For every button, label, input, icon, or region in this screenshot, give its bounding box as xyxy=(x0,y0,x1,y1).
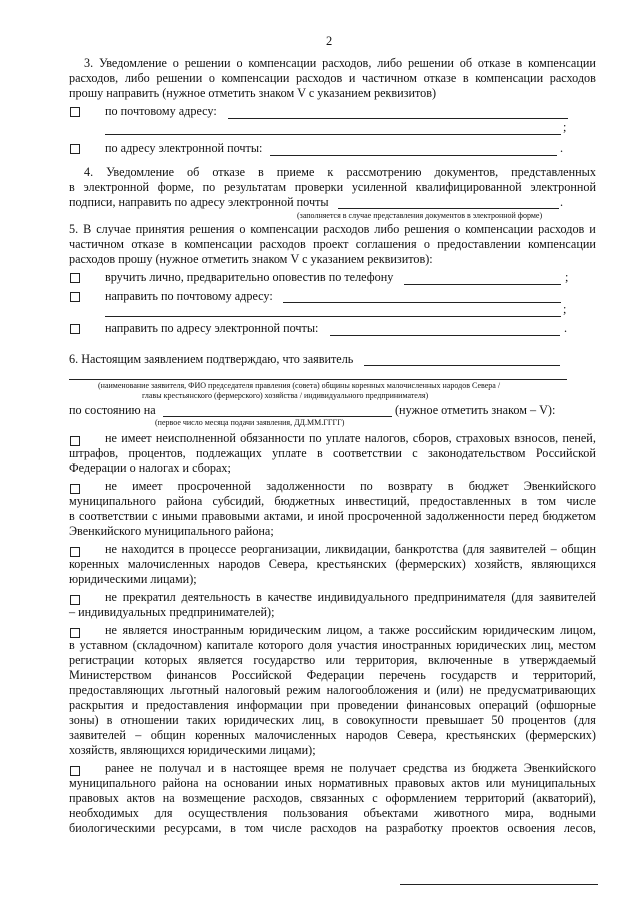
c3-line-2: коренных малочисленных народов Севера, крестьянских (фермерских) хозяйств, являющихся xyxy=(69,557,596,571)
c6-line-3: правовых актов на возмещение расходов, связанных с оформлением территорий (акваторий), xyxy=(69,791,596,805)
checkbox-icon[interactable] xyxy=(70,595,80,605)
s5-email-label: направить по адресу электронной почты: xyxy=(105,321,319,335)
checkbox-icon[interactable] xyxy=(70,324,80,334)
s5-line-2: частичном отказе в компенсации расходов проект соглашения о предоставлении компенсации xyxy=(69,237,596,251)
c4-line-2: – индивидуальных предпринимателей); xyxy=(69,605,275,619)
c5-line-9: хозяйств, являющихся юридическими лицами); xyxy=(69,743,316,757)
s6-as-of: по состоянию на xyxy=(69,403,156,417)
s6-applicant-field-line-2[interactable] xyxy=(69,379,567,380)
s5-email-field[interactable] xyxy=(330,335,560,336)
s6-applicant-field[interactable] xyxy=(364,365,560,366)
s4-email-field[interactable] xyxy=(338,208,559,209)
page-number: 2 xyxy=(326,34,333,48)
s3-semicolon: ; xyxy=(563,120,567,134)
s3-email-label: по адресу электронной почты: xyxy=(105,141,263,155)
s3-email-field[interactable] xyxy=(270,155,557,156)
c2-line-1: не имеет просроченной задолженности по возврату в бюджет Эвенкийского xyxy=(105,479,596,493)
s6-note-1: (наименование заявителя, ФИО председателя правления (совета) общины коренных малочисленных народов Севера / xyxy=(98,381,501,390)
checkbox-icon[interactable] xyxy=(70,484,80,494)
s3-postal-field-line-2[interactable] xyxy=(105,134,561,135)
c2-line-3: в соответствии с иными правовыми актами, и иной просроченной задолженности перед бюджетом xyxy=(69,509,596,523)
s4-note: (заполняется в случае представления документов в электронной форме) xyxy=(297,211,543,220)
c5-line-2: в уставном (складочном) капитале которого доля участия иностранных юридических лиц, местом xyxy=(69,638,596,652)
s5-dot: . xyxy=(564,321,568,335)
s4-line-1: 4. Уведомление об отказе в приеме к рассмотрению документов, представленных xyxy=(84,165,596,179)
s3-postal-label: по почтовому адресу: xyxy=(105,104,217,118)
s4-line-2: в электронной форме, по результатам проверки усиленной квалифицированной электронной xyxy=(69,180,596,194)
s5-postal-field[interactable] xyxy=(283,302,561,303)
s5-semicolon-2: ; xyxy=(563,302,567,316)
c5-line-7: зоны) в отношении таких юридических лиц, в совокупности превышает 50 процентов (для xyxy=(69,713,596,727)
checkbox-icon[interactable] xyxy=(70,436,80,446)
checkbox-icon[interactable] xyxy=(70,273,80,283)
checkbox-icon[interactable] xyxy=(70,292,80,302)
c6-line-1: ранее не получал и в настоящее время не получает средства из бюджета Эвенкийского xyxy=(105,761,596,775)
s3-line-3: прошу направить (нужное отметить знаком V с указанием реквизитов) xyxy=(69,86,437,100)
s5-phone-option[interactable] xyxy=(70,271,80,286)
s5-line-1: 5. В случае принятия решения о компенсации расходов либо решения о компенсации расходов и xyxy=(69,222,596,236)
c5-line-6: раскрытия и предоставления информации при проведении финансовых операций (офшорные xyxy=(69,698,596,712)
c1-line-3: Федерации о налогах и сборах; xyxy=(69,461,231,475)
s3-dot: . xyxy=(560,141,564,155)
c2-line-4: Эвенкийского муниципального района; xyxy=(69,524,274,538)
s5-postal-label: направить по почтовому адресу: xyxy=(105,289,273,303)
checkbox-icon[interactable] xyxy=(70,107,80,117)
c3-line-3: юридическими лицами); xyxy=(69,572,197,586)
s3-line-2: расходов, либо решении о компенсации расходов и частичном отказе в компенсации расходов xyxy=(69,71,596,85)
s5-line-3: расходов прошу (нужное отметить знаком V с указанием реквизитов): xyxy=(69,252,433,266)
s3-email-option[interactable] xyxy=(70,142,80,157)
checkbox-icon[interactable] xyxy=(70,144,80,154)
checkbox-icon[interactable] xyxy=(70,628,80,638)
footer-rule xyxy=(400,884,598,885)
s5-postal-field-line-2[interactable] xyxy=(105,316,561,317)
c4-line-1: не прекратил деятельность в качестве индивидуального предпринимателя (для заявителей xyxy=(105,590,596,604)
c6-line-5: биологическими ресурсами, в том числе расходов на разработку проектов освоения лесов, xyxy=(69,821,596,835)
c5-line-1: не является иностранным юридическим лицом, а также российским юридическим лицом, xyxy=(105,623,596,637)
checkbox-icon[interactable] xyxy=(70,547,80,557)
s5-phone-field[interactable] xyxy=(404,284,561,285)
s5-phone-label: вручить лично, предварительно оповестив по телефону xyxy=(105,270,394,284)
s6-date-field[interactable] xyxy=(163,416,392,417)
c6-line-2: муниципального района на основании иных нормативных правовых актов или муниципальных xyxy=(69,776,596,790)
c5-line-5: предоставляющих льготный налоговый режим налогообложения и (или) не предусматривающих xyxy=(69,683,596,697)
s5-email-option[interactable] xyxy=(70,322,80,337)
s4-line-3: подписи, направить по адресу электронной почты xyxy=(69,195,329,209)
s6-line-1: 6. Настоящим заявлением подтверждаю, что заявитель xyxy=(69,352,354,366)
s6-date-note: (первое число месяца подачи заявления, ДД.ММ.ГГГГ) xyxy=(155,418,345,427)
c1-line-2: штрафов, процентов, подлежащих уплате в соответствии с законодательством Российской xyxy=(69,446,596,460)
s5-semicolon-1: ; xyxy=(565,270,569,284)
s5-postal-option[interactable] xyxy=(70,290,80,305)
c1-line-1: не имеет неисполненной обязанности по уплате налогов, сборов, страховых взносов, пеней, xyxy=(105,431,596,445)
checkbox-icon[interactable] xyxy=(70,766,80,776)
c3-line-1: не находится в процессе реорганизации, ликвидации, банкротства (для заявителей – общин xyxy=(105,542,596,556)
c6-line-4: необходимых для осуществления пользования объектами животного мира, водными xyxy=(69,806,596,820)
s3-line-1: 3. Уведомление о решении о компенсации расходов, либо решении об отказе в компенсации xyxy=(84,56,596,70)
c5-line-4: Министерством финансов Российской Федерации перечень государств и территорий, xyxy=(69,668,596,682)
c2-line-2: муниципального района субсидий, бюджетных инвестиций, предоставленных в том числе xyxy=(69,494,596,508)
c5-line-8: заявителей – общин коренных малочисленных народов Севера, крестьянских (фермерских) xyxy=(69,728,596,742)
s6-as-of-tail: (нужное отметить знаком – V): xyxy=(395,403,556,417)
s3-postal-field[interactable] xyxy=(228,118,568,119)
s4-dot: . xyxy=(560,195,564,209)
s3-postal-option[interactable] xyxy=(70,105,80,120)
s6-note-2: главы крестьянского (фермерского) хозяйства / индивидуального предпринимателя) xyxy=(142,391,429,400)
c5-line-3: регистрации которых является государство или территория, включенные в утверждаемый xyxy=(69,653,596,667)
